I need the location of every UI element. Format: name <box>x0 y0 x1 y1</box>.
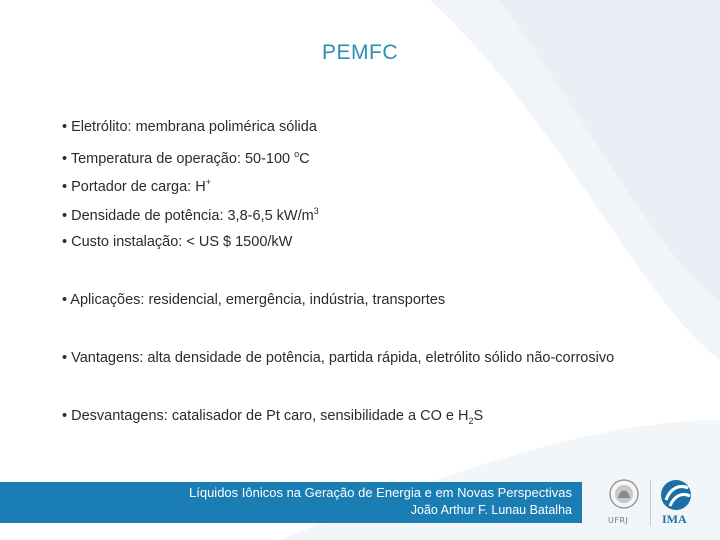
footer-author: João Arthur F. Lunau Batalha <box>410 503 572 517</box>
ufrj-logo-icon <box>604 476 644 516</box>
bullet-installation-cost: • Custo instalação: < US $ 1500/kW <box>62 234 293 250</box>
bullet-advantages: • Vantagens: alta densidade de potência, partida rápida, eletrólito sólido não-corrosivo <box>62 350 615 366</box>
bullet-applications: • Aplicações: residencial, emergência, indústria, transportes <box>62 292 446 308</box>
bullet-electrolyte: • Eletrólito: membrana polimérica sólida <box>62 119 317 135</box>
logo-divider <box>650 480 651 526</box>
ima-logo-icon <box>658 478 698 514</box>
bullet-charge-carrier: • Portador de carga: H+ <box>62 177 211 195</box>
ufrj-label: UFRJ <box>608 516 629 525</box>
bullet-disadvantages: • Desvantagens: catalisador de Pt caro, sensibilidade a CO e $H_2S$ <box>62 408 484 426</box>
footer-logos <box>600 476 710 530</box>
footer-title: Líquidos Iônicos na Geração de Energia e em Novas Perspectivas <box>189 485 572 500</box>
slide-title: PEMFC <box>322 41 398 64</box>
bullet-power-density: • Densidade de potência: 3,8-6,5 $kW/m^3$ <box>62 206 319 224</box>
bullet-temperature: • Temperatura de operação: 50-100 $^o$C <box>62 149 310 167</box>
ima-label: IMA <box>662 512 687 526</box>
footer-bar <box>0 482 582 523</box>
